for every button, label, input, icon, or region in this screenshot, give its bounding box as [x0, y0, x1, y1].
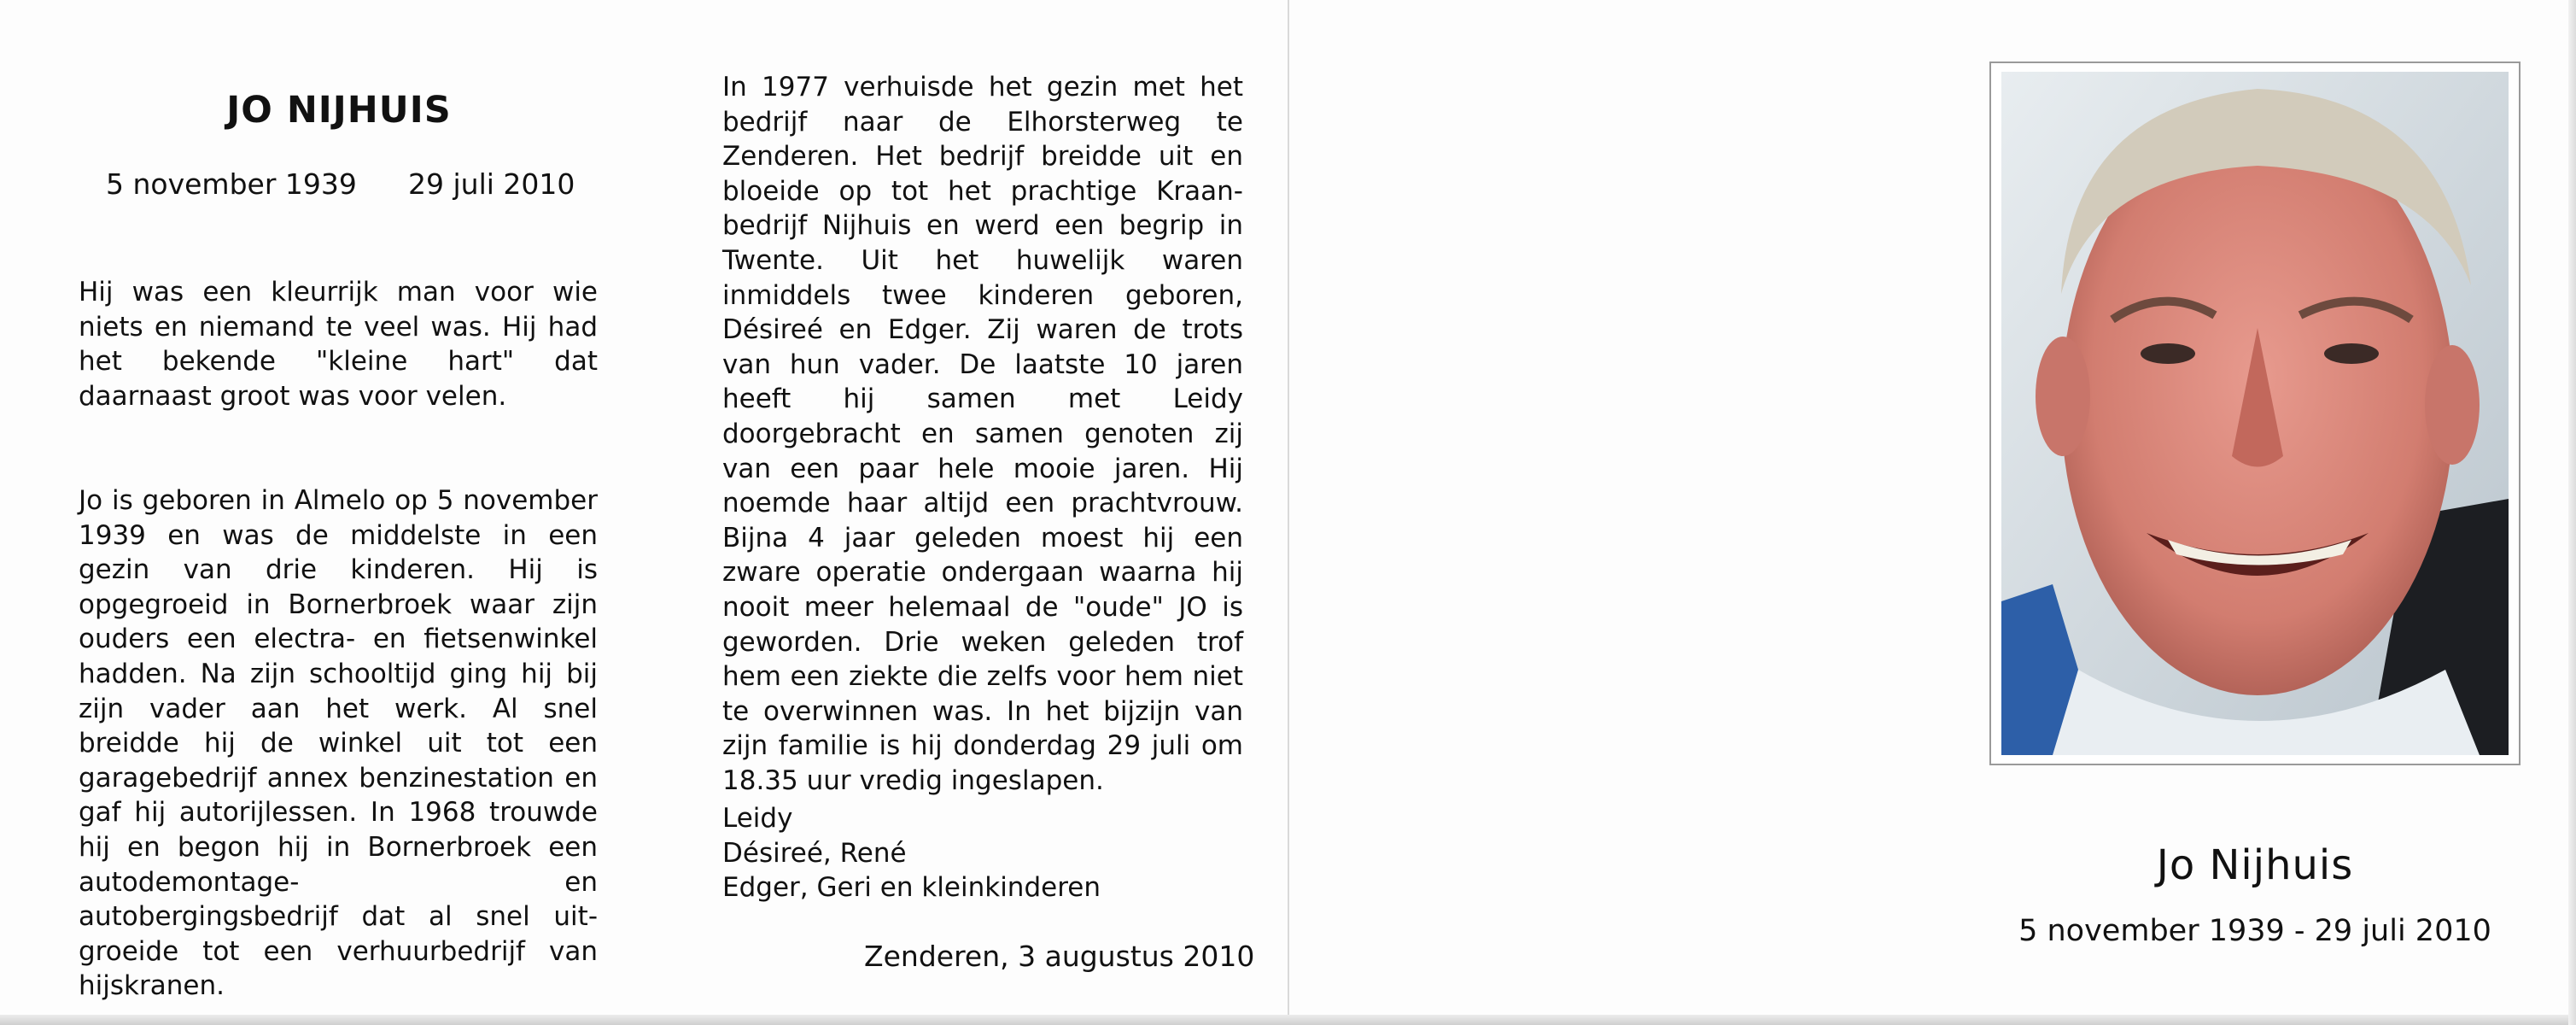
- paper-bottom-edge: [0, 1015, 2576, 1025]
- portrait-photo: [2001, 72, 2509, 755]
- intro-paragraph-block: [79, 275, 598, 413]
- biography-continued-paragraph: In 1977 verhuisde het gezin met het bedrijf naar de Elhorsterweg te Zenderen. Het bedrijf breidde uit en bloeide op tot het prachtige Kraan-bedrijf Nijhuis en werd een begrip in Twente. Uit het huwelijk waren inmiddels twee kinderen geboren, Désireé en Edger. Zij waren de trots van hun vader. De laatste 10 jaren heeft hij samen met Leidy doorgebracht en samen genoten zij van een paar hele mooie jaren. Hij noemde haar altijd een prachtvrouw. Bijna 4 jaar geleden moest hij een zware operatie ondergaan waarna hij nooit meer helemaal de "oude" JO is geworden. Drie weken geleden trof hem een ziekte die zelfs voor hem niet te overwinnen was. In het bijzijn van zijn familie is hij donderdag 29 juli om 18.35 uur vredig ingeslapen.: [722, 72, 1243, 796]
- death-date: 29 juli 2010: [408, 167, 575, 201]
- place-and-date: Zenderen, 3 augustus 2010: [864, 940, 1255, 973]
- card-name: Jo Nijhuis: [2156, 841, 2354, 889]
- biography-continued-block: [722, 70, 1243, 798]
- paper-right-edge: [2568, 0, 2576, 1025]
- family-signers: [722, 801, 1101, 905]
- signer-line: Leidy: [722, 803, 793, 834]
- signer-line: Désireé, René: [722, 837, 907, 869]
- intro-paragraph: Hij was een kleurrijk man voor wie niets en niemand te veel was. Hij had het bekende "kleine hart" dat daarnaast groot was voor velen.: [79, 277, 598, 412]
- birth-date: 5 november 1939: [106, 167, 357, 201]
- card-life-dates: 5 november 1939 - 29 juli 2010: [2018, 914, 2491, 948]
- biography-paragraph: Jo is geboren in Almelo op 5 november 1939 en was de middelste in een gezin van drie kinderen. Hij is opgegroeid in Bornerbroek waar zijn ouders een electra- en fietsenwinkel hadden. Na zijn schooltijd ging hij bij zijn vader aan het werk. Al snel breidde hij de winkel uit tot een garagebedrijf annex benzinestation en gaf hij autorijlessen. In 1968 trouwde hij en begon hij in Bornerbroek een autodemontage- en autobergingsbedrijf dat al snel uit-groeide tot een verhuurbedrijf van hijskranen.: [79, 485, 598, 1002]
- deceased-name-heading: JO NIJHUIS: [226, 89, 452, 132]
- page-fold-divider: [1288, 0, 1289, 1025]
- signer-line: Edger, Geri en kleinkinderen: [722, 872, 1101, 904]
- biography-paragraph-block: [79, 483, 598, 1004]
- portrait-frame: [1989, 62, 2521, 765]
